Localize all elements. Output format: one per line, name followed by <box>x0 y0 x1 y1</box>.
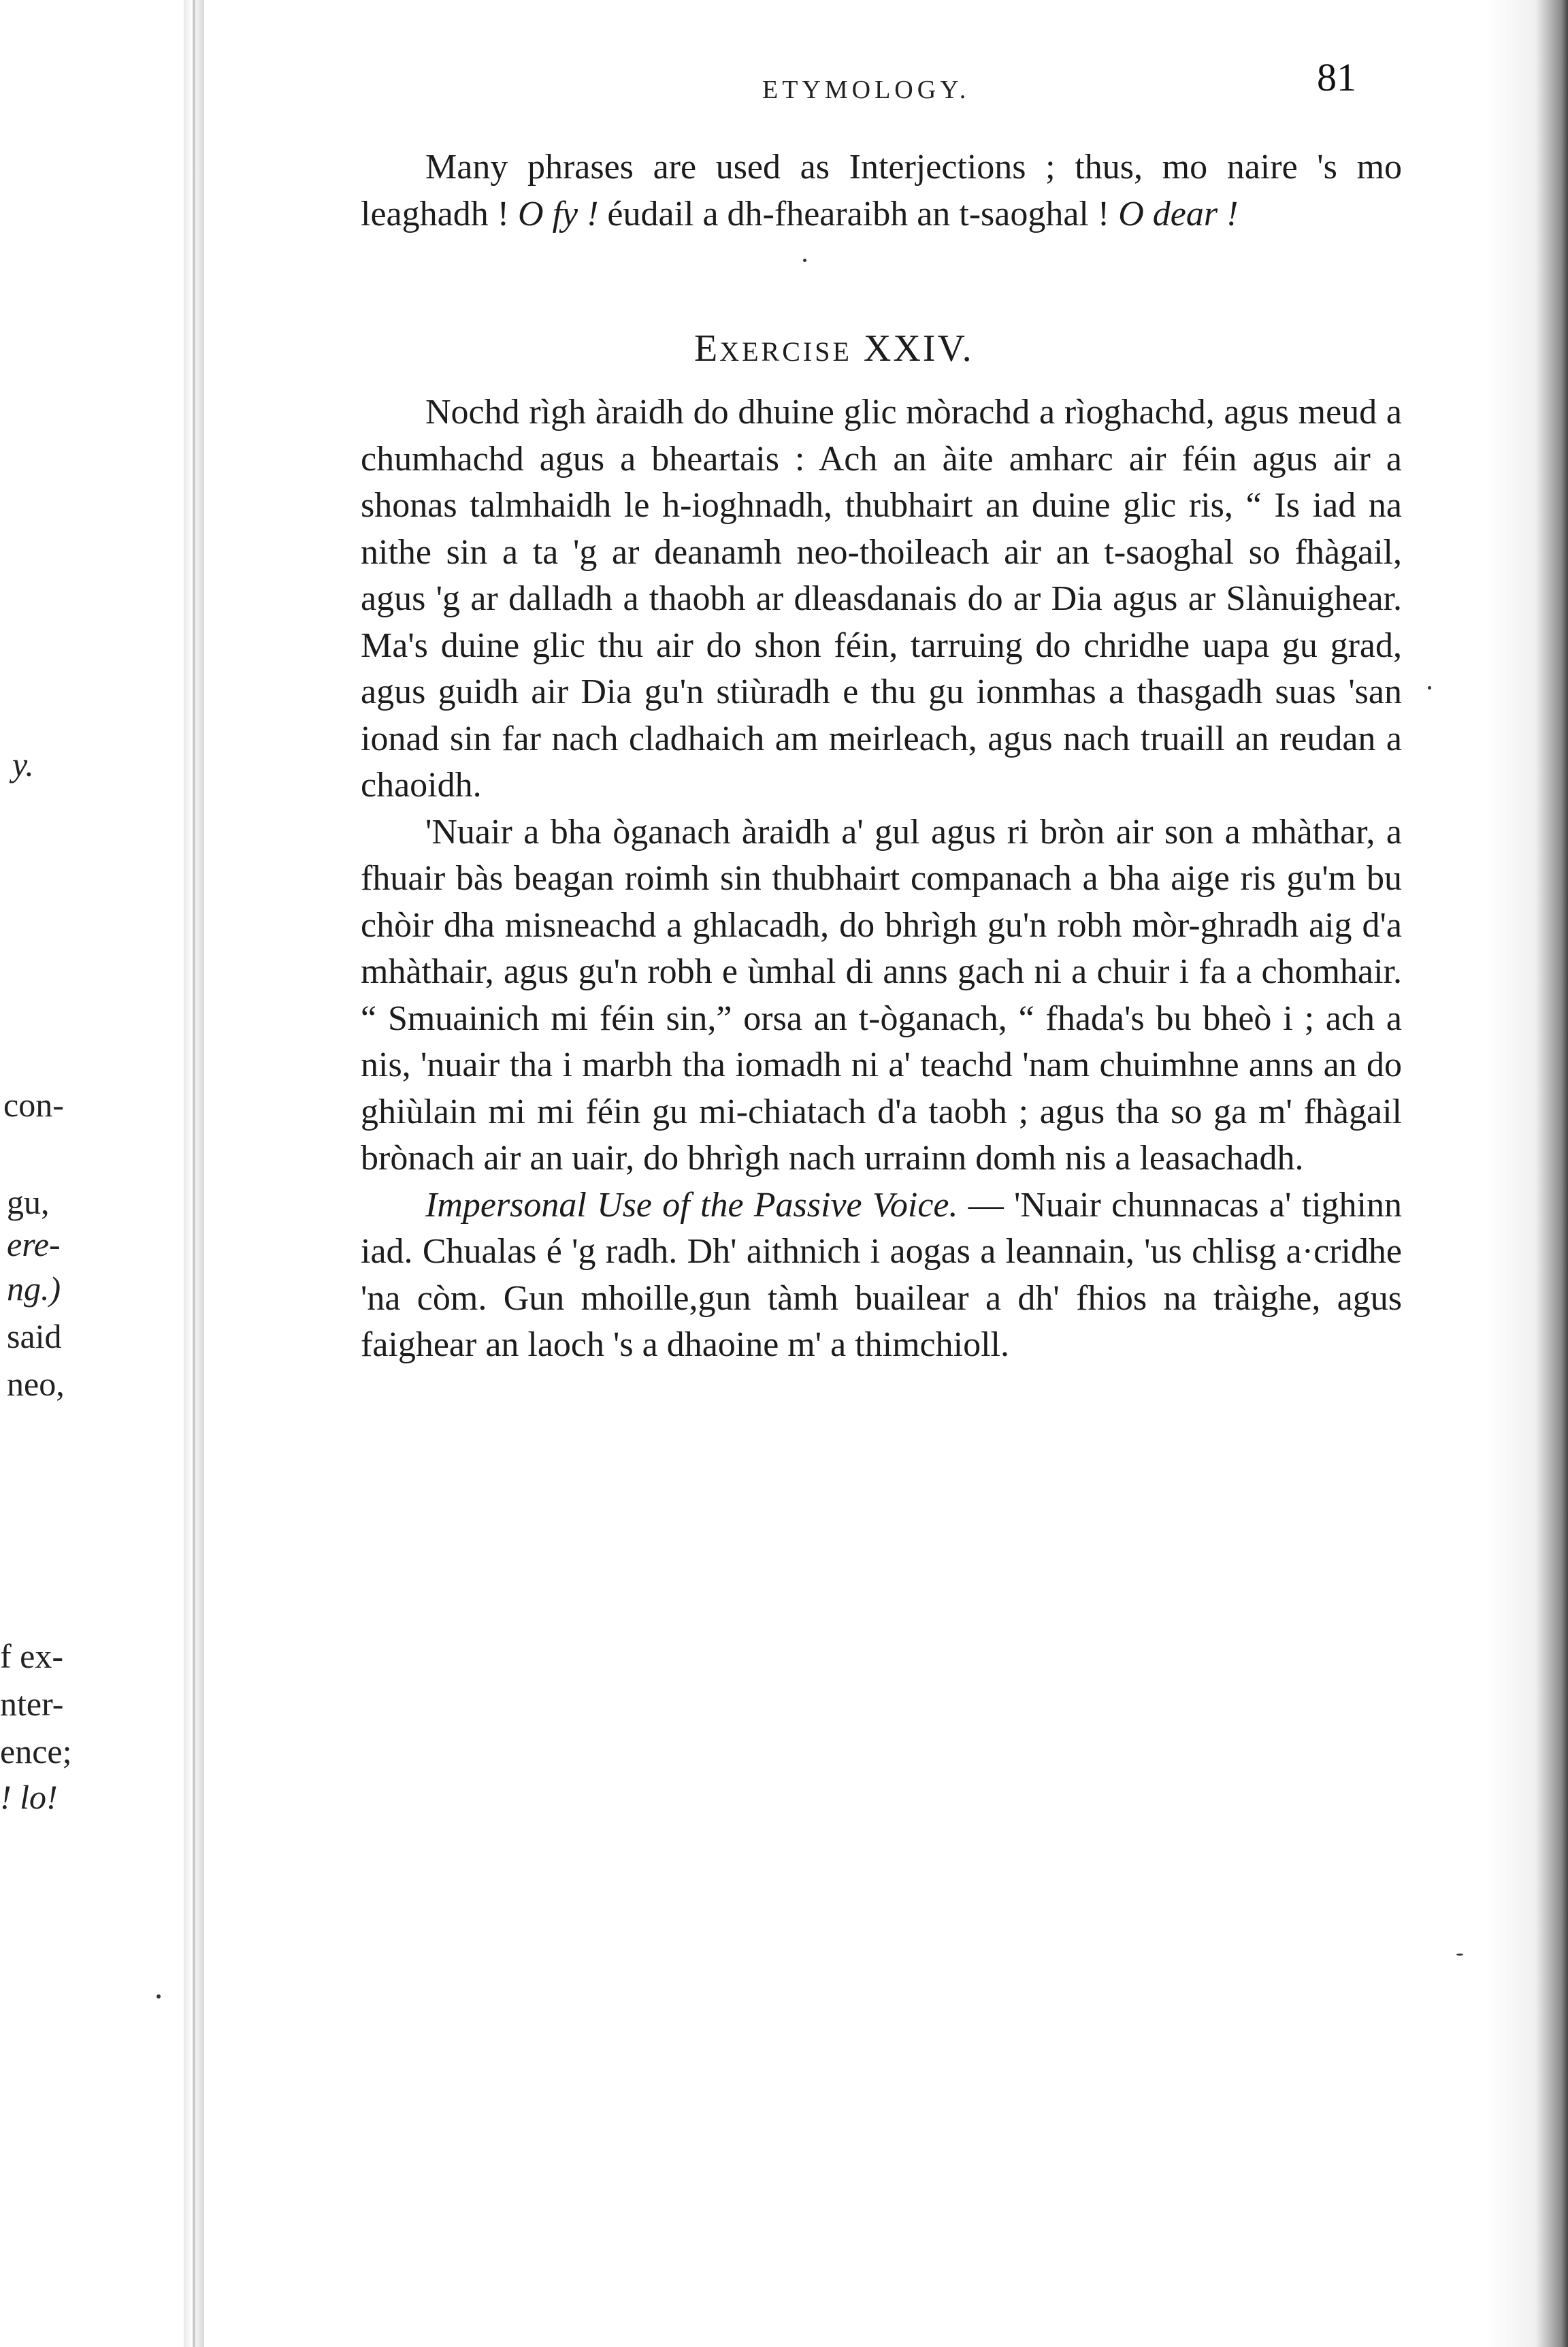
heading-initial: E <box>694 327 720 370</box>
interjections-paragraph <box>361 144 1402 238</box>
intro-italic-phrase: O fy ! <box>518 194 599 233</box>
scan-speck <box>803 259 806 262</box>
left-page-fragment: y. <box>12 745 34 783</box>
intro-text: Many phrases are used as Interjections ; thus, mo naire 's mo leaghadh ! <box>361 148 1402 233</box>
left-page-fragment: ence; <box>0 1732 72 1770</box>
scan-speck <box>1456 1954 1463 1956</box>
intro-text: éudail a dh-fhearaibh an t-saoghal ! <box>598 194 1119 233</box>
gutter-shadow-line <box>193 0 195 2347</box>
impersonal-paragraph <box>361 1182 1402 1369</box>
heading-smallcaps: XERCISE <box>719 336 852 367</box>
left-page-fragment: ! lo! <box>0 1778 58 1816</box>
scan-speck <box>157 1994 161 1998</box>
left-page-fragment: neo, <box>7 1365 65 1403</box>
exercise-heading <box>694 327 974 370</box>
left-page-fragment: said <box>7 1317 62 1355</box>
page-edge-shadow <box>1486 0 1568 2347</box>
exercise-paragraph: 'Nuair a bha òganach àraidh a' gul agus ri bròn air son a mhàthar, a fhuair bàs beagan roimh sin thubhairt companach a bha aige ris gu'm bu chòir dha misneachd a ghlacadh, do bhrìgh gu'n robh mòr-ghradh aig d'a mhàthair, agus gu'n robh e ùmhal di anns gach ni a chuir i fa a chomhair. “ Smuainich mi féin sin,” orsa an t-òganach, “ fhada's bu bheò i ; ach a nis, 'nuair tha i marbh tha iomadh ni a' teachd 'nam chuimhne anns an do ghiùlain mi mi féin gu mi-chiatach d'a taobh ; agus tha so ga m' fhàgail brònach air an uair, do bhrìgh nach urrainn domh nis a leasachadh. <box>361 812 1402 1178</box>
exercise-body <box>361 389 1402 1369</box>
left-page-fragment: gu, <box>7 1183 50 1221</box>
exercise-paragraph: Nochd rìgh àraidh do dhuine glic mòrachd a rìoghachd, agus meud a chumhachd agus a bheartais : Ach an àite amharc air féin agus air a shonas talmhaidh le h-ioghnadh, thubhairt an duine glic ris, “ Is iad na nithe sin a ta 'g ar deanamh neo-thoileach air an t-saoghal so fhàgail, agus 'g ar dalladh a thaobh ar dleasdanais do ar Dia agus ar Slànuighear. Ma's duine glic thu air do shon féin, tarruing do chridhe uapa gu grad, agus guidh air Dia gu'n stiùradh e thu gu ionmhas a thasgadh suas 'san ionad sin far nach cladhaich am meirleach, agus nach truaill an reudan a chaoidh. <box>361 393 1402 805</box>
left-page-fragment: ng.) <box>7 1269 61 1308</box>
heading-numeral: XXIV. <box>851 327 974 370</box>
scan-speck <box>1428 686 1431 690</box>
left-page-fragment: f ex- <box>0 1637 63 1675</box>
intro-italic-phrase: O dear ! <box>1118 194 1239 233</box>
left-page-fragment: ere- <box>7 1225 61 1263</box>
left-page-fragment: con- <box>3 1086 64 1124</box>
page-number: 81 <box>1317 55 1356 99</box>
running-title: ETYMOLOGY. <box>762 76 970 104</box>
intro-paragraph <box>361 144 1402 238</box>
left-page-fragment: nter- <box>0 1685 64 1723</box>
left-facing-page <box>0 0 204 2347</box>
impersonal-text: — 'Nuair chunnacas a' tighinn iad. Chualas é 'g radh. Dh' aithnich i aogas a leannain, 'us chlisg a·cridhe 'na còm. Gun mhoille,gun tàmh buailear a dh' fhios na tràighe, agus faighear an laoch 's a dhaoine m' a thimchioll. <box>361 1185 1402 1364</box>
impersonal-label: Impersonal Use of the Passive Voice. <box>425 1185 958 1225</box>
